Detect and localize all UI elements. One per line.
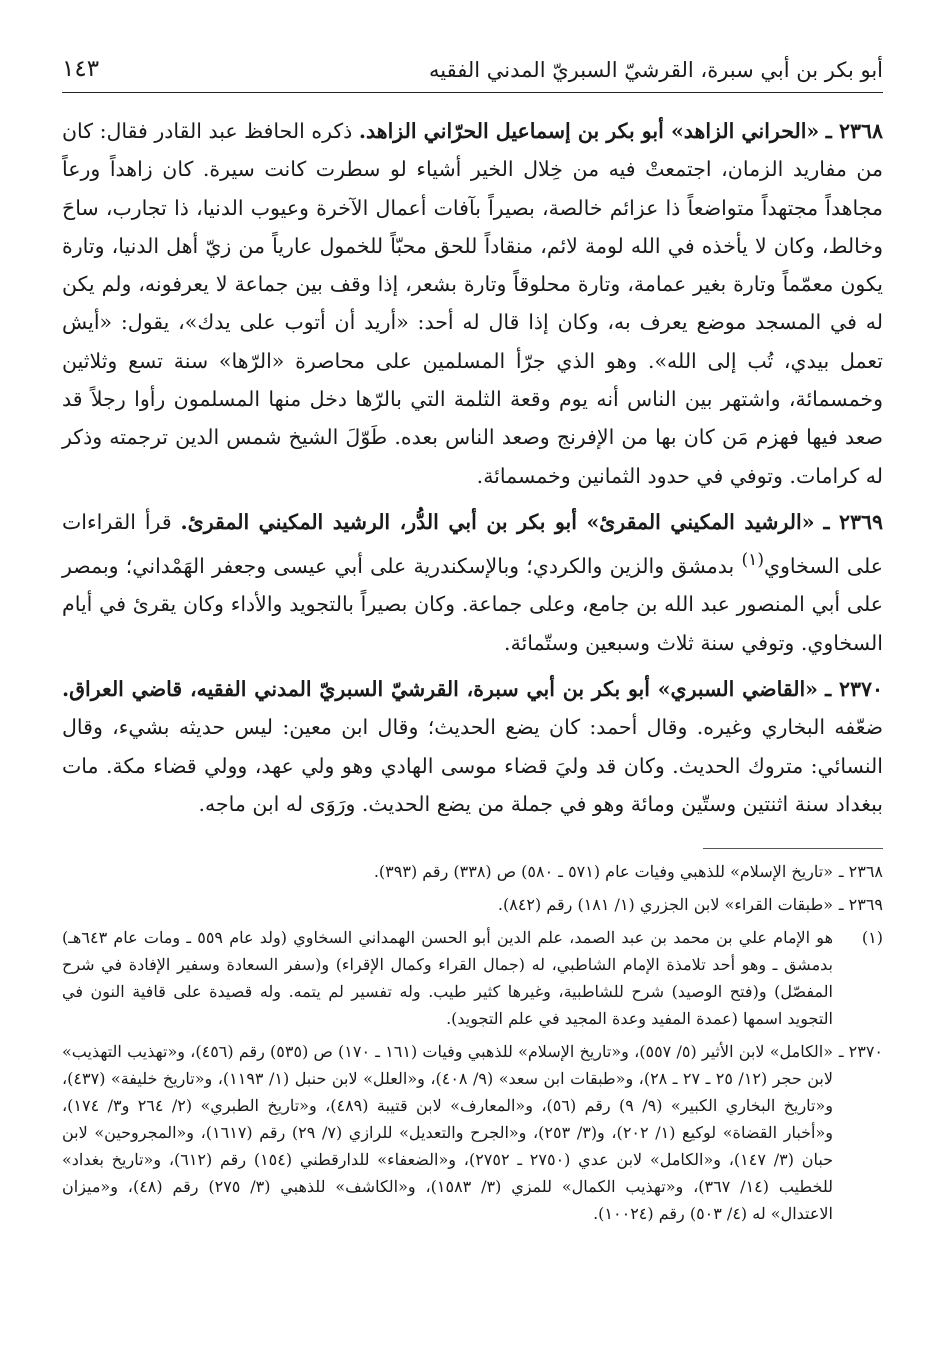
page-header <box>62 52 883 93</box>
footnote-key: ٢٣٦٨ ـ <box>838 862 883 881</box>
footnote-text: هو الإمام علي بن محمد بن عبد الصمد، علم الدين أبو الحسن الهمداني السخاوي (ولد عام ٥٥٩ ـ ومات عام ٦٤٣هـ) بدمشق ـ وهو أحد تلامذة الإمام الشاطبي، له (جمال القراء وكمال الإقراء) و(سفر السعادة وسفير الإفادة في شرح المفصّل) و(فتح الوصيد) شرح للشاطبية، وغيرها كثير طيب. وله تفسير لم يتمه. وله قصيدة على قافية النون في التجويد اسمها (عمدة المفيد وعدة المجيد في علم التجويد). <box>62 928 834 1028</box>
entry-body: ضعّفه البخاري وغيره. وقال أحمد: كان يضع الحديث؛ وقال ابن معين: ليس حديثه بشيء، وقال النسائي: متروك الحديث. وكان قد وليَ قضاء موسى الهادي وهو ولي عهد، وولي قضاء مكة. مات ببغداد سنة اثنتين وستّين ومائة وهو في جملة من يضع الحديث. ورَوَى له ابن ماجه. <box>62 715 883 816</box>
main-text <box>62 112 883 831</box>
entry-body: قرأ القراءات على السخاوي <box>62 509 883 579</box>
footnote-marker: (١) <box>741 550 764 571</box>
entry-body-continued: بدمشق والزين والكردي؛ وبالإسكندرية على أبي عيسى وجعفر الهَمْداني؛ وبمصر على أبي المنصور عبد الله بن جامع، وعلى جماعة. وكان بصيراً بالتجويد والأداء وكان يقرئ في أيام السخاوي. وتوفي سنة ثلاث وسبعين وستّمائة. <box>62 554 883 655</box>
footnote-key: ٢٣٦٩ ـ <box>838 895 883 914</box>
entry-number: ٢٣٦٩ ـ <box>823 509 883 534</box>
footnote-key: (١) <box>861 928 883 947</box>
footnote-2368 <box>62 858 883 885</box>
entry-number: ٢٣٧٠ ـ <box>825 676 883 701</box>
page-number: ١٤٣ <box>62 56 100 82</box>
footnote-key: ٢٣٧٠ ـ <box>838 1042 883 1061</box>
entry-body: ذكره الحافظ عبد القادر فقال: كان من مفاريد الزمان، اجتمعتْ فيه من خِلال الخير أشياء لو سطرت كانت سيرة. كان زاهداً ورعاً مجاهداً مجتهداً متواضعاً ذا عزائم خالصة، بصيراً بآفات أعمال الآخرة وعيوب الدنيا، ذا تجارب، ساحَ وخالط، وكان لا يأخذه في الله لومة لائم، منقاداً للحق محبّاً للخمول عارياً من زيّ أهل الدنيا، وتارة يكون معمّماً وتارة بغير عمامة، وتارة محلوقاً وتارة بشعر، إذا وقف بين جماعة لا يعرفونه، ولم يكن له في المسجد موضع يعرف به، وكان إذا قال له أحد: «أريد أن أتوب على يدك»، يقول: «أيش تعمل بيدي، تُب إلى الله». وهو الذي جرّأ المسلمين على محاصرة «الرّها» سنة تسع وثلاثين وخمسمائة، واشتهر بين الناس أنه يوم وقعة الثلمة التي بالرّها دخل منها المسلمون رأوا رجلاً قد صعد فيها فهزم مَن كان بها من الإفرنج وصعد الناس بعده. طَوّلَ الشيخ شمس الدين ترجمته وذكر له كرامات. وتوفي في حدود الثمانين وخمسمائة. <box>62 119 883 488</box>
running-title: أبو بكر بن أبي سبرة، القرشيّ السبريّ المدني الفقيه <box>429 58 883 82</box>
entry-heading: «القاضي السبري» أبو بكر بن أبي سبرة، القرشيّ السبريّ المدني الفقيه، قاضي العراق. <box>62 676 818 701</box>
entry-heading: «الرشيد المكيني المقرئ» أبو بكر بن أبي الدُّر، الرشيد المكيني المقرئ. <box>180 509 815 534</box>
footnotes <box>62 858 883 1233</box>
footnote-text: «طبقات القراء» لابن الجزري (١/ ١٨١) رقم (٨٤٢). <box>497 895 833 914</box>
entry-2369 <box>62 503 883 662</box>
footnote-1 <box>62 924 883 1032</box>
footnote-2370 <box>62 1038 883 1227</box>
footnote-text: «الكامل» لابن الأثير (٥/ ٥٥٧)، و«تاريخ الإسلام» للذهبي وفيات (١٦١ ـ ١٧٠) ص (٥٣٥) رقم (٤٥٦)، و«تهذيب التهذيب» لابن حجر (١٢/ ٢٥ ـ ٢٧ ـ ٢٨)، و«طبقات ابن سعد» (٩/ ٤٠٨)، و«العلل» لابن حنبل (١/ ١١٩٣)، و«تاريخ خليفة» (٤٣٧)، و«تاريخ البخاري الكبير» (٩/ ٩) رقم (٥٦)، و«المعارف» لابن قتيبة (٤٨٩)، و«تاريخ الطبري» (٢/ ٢٦٤ و٣/ ١٧٤)، و«أخبار القضاة» لوكيع (١/ ٢٠٢)، و(٣/ ٢٥٣)، و«الجرح والتعديل» للرازي (٧/ ٢٩) رقم (١٦١٧)، و«المجروحين» لابن حبان (٣/ ١٤٧)، و«الكامل» لابن عدي (٢٧٥٠ ـ ٢٧٥٢)، و«الضعفاء» للدارقطني (١٥٤) رقم (٦١٢)، و«تاريخ بغداد» للخطيب (١٤/ ٣٦٧)، و«تهذيب الكمال» للمزي (٣/ ١٥٨٣)، و«الكاشف» للذهبي (٣/ ٢٧٥) رقم (٤٨)، و«ميزان الاعتدال» له (٤/ ٥٠٣) رقم (١٠٠٢٤). <box>62 1042 834 1223</box>
footnote-separator <box>703 848 883 849</box>
entry-number: ٢٣٦٨ ـ <box>825 119 883 143</box>
footnote-text: «تاريخ الإسلام» للذهبي وفيات عام (٥٧١ ـ ٥٨٠) ص (٣٣٨) رقم (٣٩٣). <box>373 862 833 881</box>
footnote-2369 <box>62 891 883 918</box>
entry-heading: «الحراني الزاهد» أبو بكر بن إسماعيل الحرّاني الزاهد. <box>358 119 820 143</box>
entry-2370 <box>62 670 883 823</box>
entry-2368 <box>62 112 883 495</box>
